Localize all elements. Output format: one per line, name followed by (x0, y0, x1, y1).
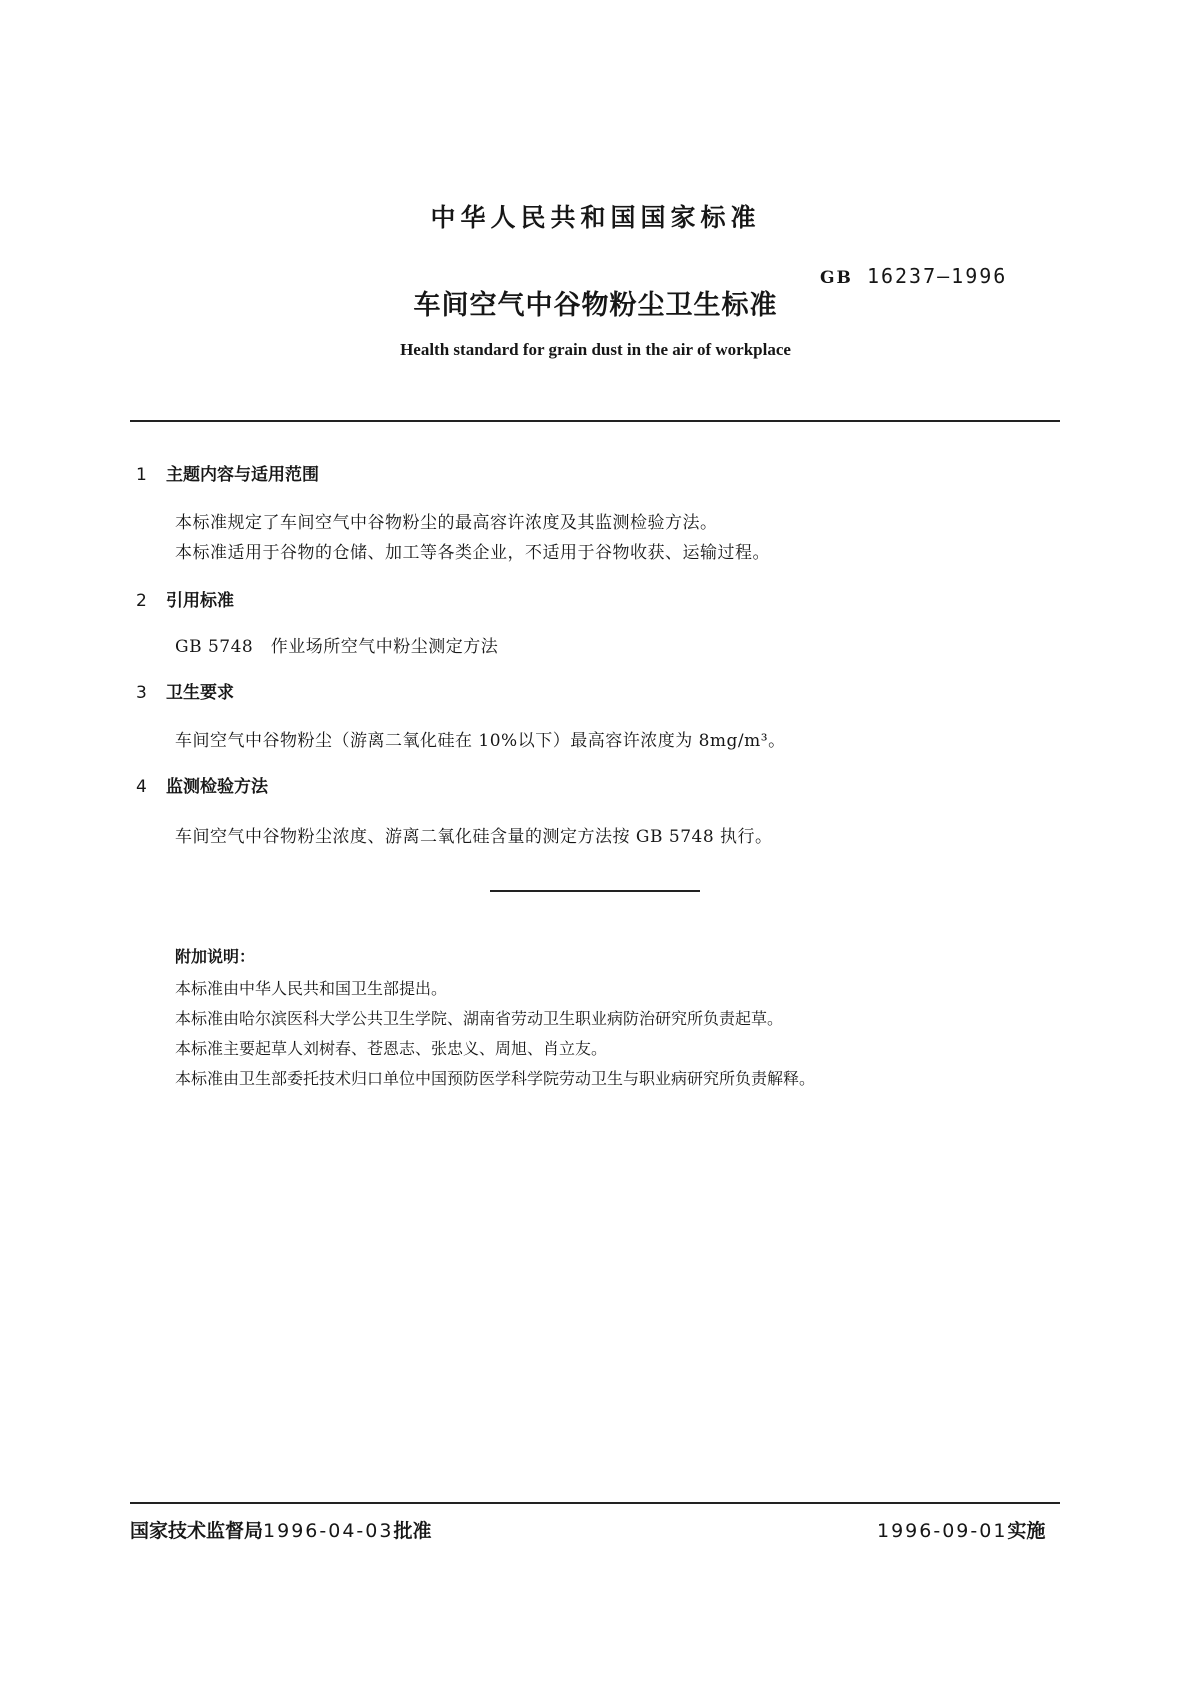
document-title-en: Health standard for grain dust in the air of workplace (400, 340, 791, 359)
implementation-label: 实施 (1007, 1520, 1046, 1542)
approval-date: 1996-04-03 (263, 1520, 394, 1542)
note-line: 本标准由中华人民共和国卫生部提出。 (175, 979, 448, 998)
document-title-cn: 车间空气中谷物粉尘卫生标准 (413, 290, 778, 321)
approval-authority: 国家技术监督局 (130, 1520, 264, 1542)
footer-divider (130, 1502, 1060, 1504)
section-heading (136, 772, 268, 797)
paragraph: 车间空气中谷物粉尘（游离二氧化硅在 10%以下）最高容许浓度为 8mg/m³。 (175, 731, 786, 751)
approval-label: 批准 (393, 1520, 432, 1542)
section-number: 2 (136, 591, 147, 611)
section-title: 监测检验方法 (166, 777, 268, 797)
note-line: 本标准由卫生部委托技术归口单位中国预防医学科学院劳动卫生与职业病研究所负责解释。 (175, 1069, 816, 1088)
section-title: 卫生要求 (166, 683, 234, 703)
section-heading (136, 460, 319, 485)
section-title: 主题内容与适用范围 (166, 465, 319, 485)
end-of-text-divider (490, 890, 700, 892)
approval-info (130, 1516, 431, 1543)
section-heading (136, 678, 234, 703)
header-divider (130, 420, 1060, 422)
implementation-info (877, 1516, 1045, 1543)
paragraph: 车间空气中谷物粉尘浓度、游离二氧化硅含量的测定方法按 GB 5748 执行。 (175, 827, 773, 847)
standard-prefix: GB (820, 268, 853, 288)
section-number: 4 (136, 777, 147, 797)
standard-number: 16237—1996 (866, 264, 1008, 288)
implementation-date: 1996-09-01 (877, 1520, 1008, 1542)
national-standard-title: 中华人民共和国国家标准 (430, 203, 761, 232)
paragraph: GB 5748 作业场所空气中粉尘测定方法 (175, 637, 499, 657)
paragraph: 本标准规定了车间空气中谷物粉尘的最高容许浓度及其监测检验方法。 (175, 513, 718, 533)
paragraph: 本标准适用于谷物的仓储、加工等各类企业，不适用于谷物收获、运输过程。 (175, 543, 770, 563)
section-number: 3 (136, 683, 147, 703)
note-line: 本标准由哈尔滨医科大学公共卫生学院、湖南省劳动卫生职业病防治研究所负责起草。 (175, 1009, 784, 1028)
section-number: 1 (136, 465, 147, 485)
section-title: 引用标准 (166, 591, 234, 611)
section-heading (136, 586, 234, 611)
notes-heading: 附加说明： (175, 947, 256, 966)
note-line: 本标准主要起草人刘树春、苍恩志、张忠义、周旭、肖立友。 (175, 1039, 608, 1058)
